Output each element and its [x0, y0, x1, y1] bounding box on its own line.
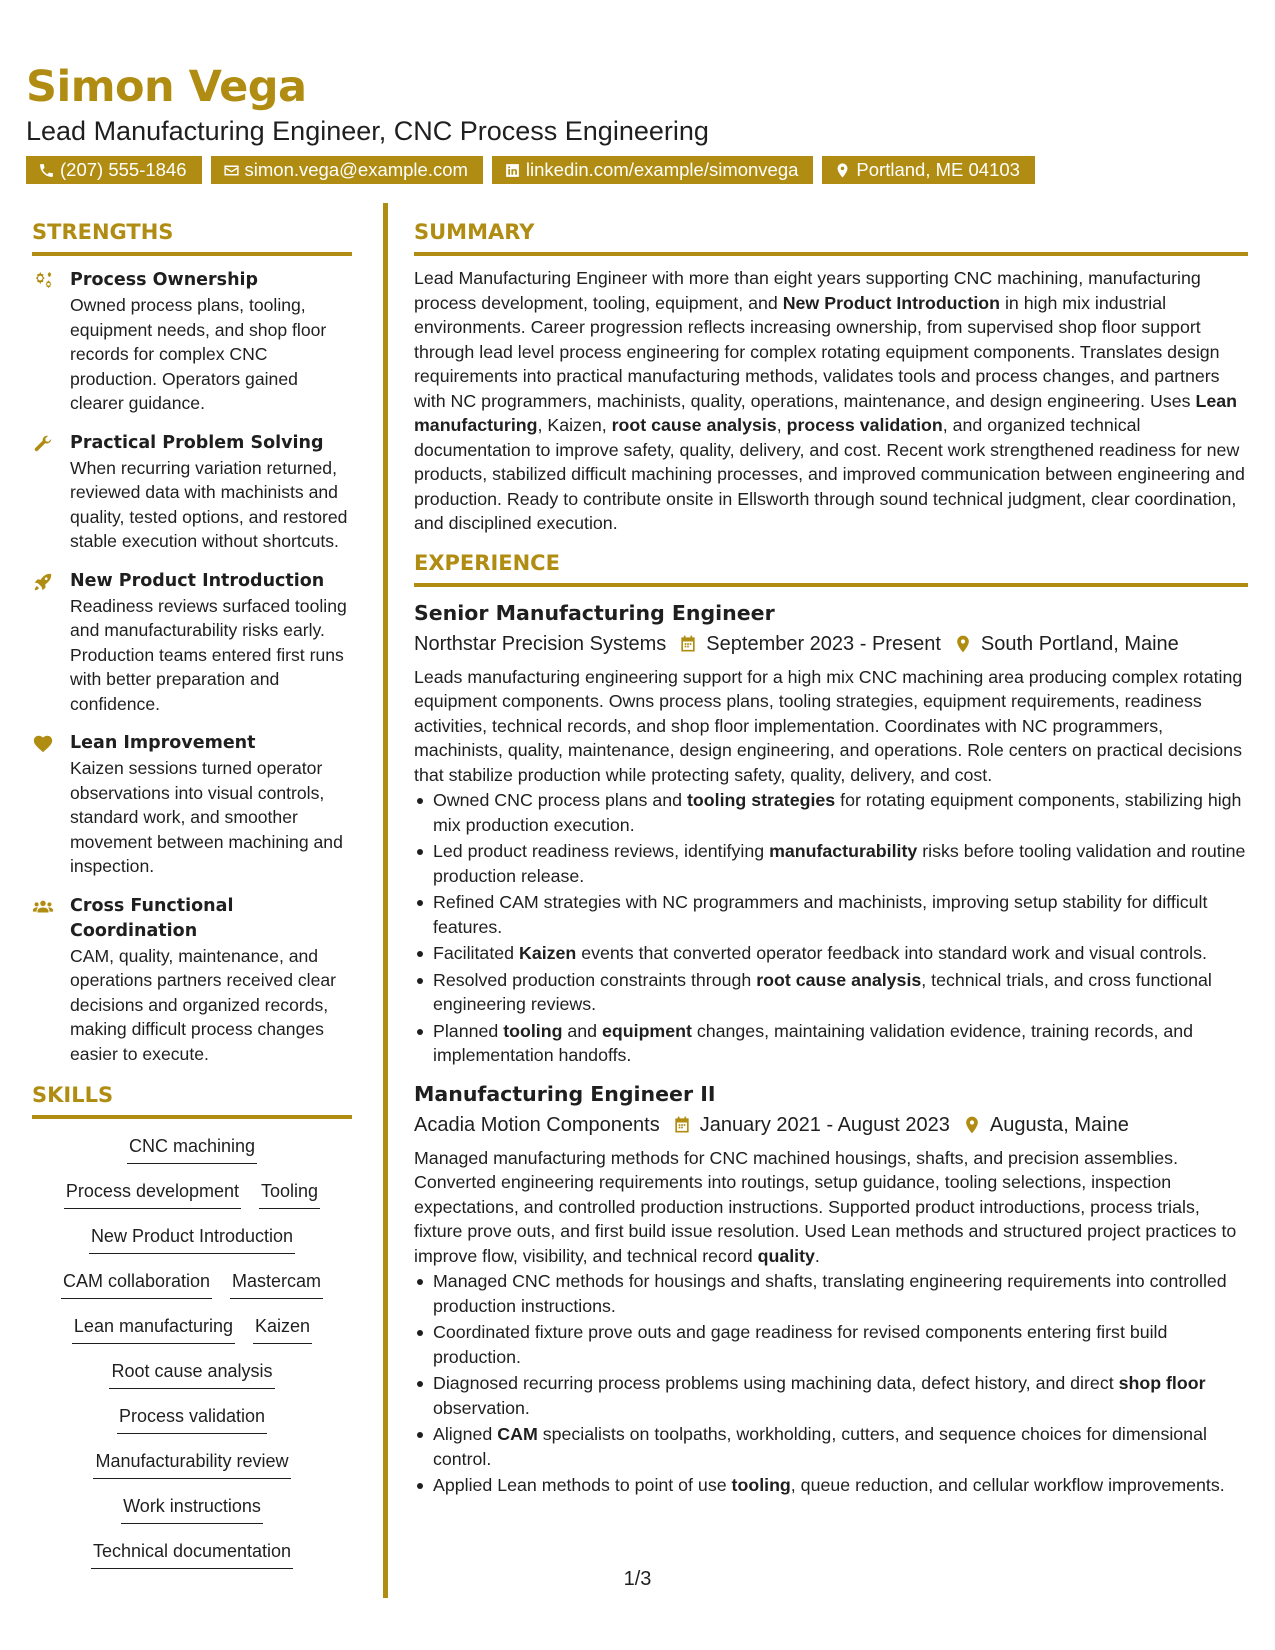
- text-segment: Resolved production constraints through: [433, 969, 757, 990]
- strength-item: [32, 268, 352, 416]
- users-icon: [32, 896, 54, 918]
- strength-description: Readiness reviews surfaced tooling and manufacturability risks early. Production teams entered first runs with better preparation and confidence.: [70, 595, 347, 714]
- bullet-item: [414, 1019, 1248, 1068]
- job-location: Augusta, Maine: [989, 1113, 1129, 1136]
- job-dates: September 2023 - Present: [706, 632, 941, 655]
- column-divider: [383, 203, 388, 1598]
- text-segment: Facilitated: [433, 943, 519, 963]
- bold-keyword: manufacturability: [769, 841, 918, 861]
- job-location: South Portland, Maine: [980, 632, 1179, 655]
- bold-keyword: Lean manufacturing: [414, 390, 1237, 435]
- calendar-icon: [678, 634, 698, 654]
- bullet-item: [414, 1320, 1248, 1369]
- job-company: Acadia Motion Components: [414, 1113, 660, 1136]
- phone-text: (207) 555-1846: [60, 159, 187, 180]
- text-segment: Led product readiness reviews, identifying: [433, 841, 770, 861]
- strength-icon-wrap: [32, 268, 70, 416]
- map-marker-icon: [962, 1115, 982, 1135]
- text-segment: , and organized technical documentation to improve safety, quality, delivery, and cost. Recent work strengthened readiness for new products, stabilized difficult machining processes, and improved communication between engineering and production. Ready to contribute onsite in Ellsworth through sound technical judgment, clear coordination, and disciplined execution.: [414, 415, 1245, 533]
- text-segment: Lead Manufacturing Engineer with more than eight years supporting CNC machining, manufacturing process development, tooling, equipment, and: [414, 268, 1201, 313]
- skills-heading: SKILLS: [32, 1081, 352, 1119]
- map-marker-icon: [953, 634, 973, 654]
- skill-row: [32, 1403, 352, 1448]
- contact-linkedin[interactable]: [492, 156, 814, 184]
- skill-row: [32, 1268, 352, 1313]
- strength-icon-wrap: [32, 569, 70, 717]
- contact-phone[interactable]: [26, 156, 202, 184]
- skill-tag: Process development: [64, 1178, 241, 1209]
- contact-email[interactable]: [211, 156, 483, 184]
- strength-body: [70, 268, 352, 416]
- strength-icon-wrap: [32, 894, 70, 1067]
- contact-bar: [26, 156, 1246, 184]
- contact-location[interactable]: [822, 156, 1035, 184]
- bold-keyword: equipment: [602, 1020, 692, 1041]
- left-column: [32, 218, 352, 1583]
- bullet-item: [414, 1371, 1248, 1420]
- strength-item: [32, 894, 352, 1067]
- text-segment: in high mix industrial environments. Career progression reflects increasing ownership, from supervised shop floor support through lead level process engineering for complex rotating equipment components. Translates design requirements into practical manufacturing methods, validates tools and process changes, and partners with NC programmers, machinists, quality, operations, maintenance, and design engineering. Uses: [414, 292, 1220, 411]
- bold-keyword: CAM: [497, 1424, 538, 1444]
- skill-row: [32, 1223, 352, 1268]
- job-title: Senior Manufacturing Engineer: [414, 600, 775, 625]
- experience-heading: EXPERIENCE: [414, 549, 1248, 587]
- bullet-item: [414, 839, 1248, 888]
- skill-tag: Work instructions: [121, 1493, 263, 1524]
- strength-body: [70, 431, 352, 554]
- skill-tag: CNC machining: [127, 1133, 257, 1164]
- text-segment: Managed manufacturing methods for CNC machined housings, shafts, and precision assemblies. Converted engineering requirements into routings, setup guidance, tooling selections, inspection expectations, and controlled production instructions. Supported product introductions, process trials, fixture prove outs, and first build issue resolution. Used Lean methods and structured project practices to improve flow, visibility, and technical record: [414, 1147, 1237, 1266]
- resume-header: [26, 62, 1246, 184]
- bullet-item: [414, 1269, 1248, 1318]
- strength-item: [32, 569, 352, 717]
- map-marker-icon: [834, 162, 851, 179]
- skill-tag: Root cause analysis: [109, 1358, 274, 1389]
- skill-tag: Tooling: [259, 1178, 320, 1209]
- strengths-list: [32, 268, 352, 1066]
- job-bullets: [414, 1269, 1248, 1498]
- bold-keyword: Kaizen: [518, 943, 577, 963]
- bullet-item: [414, 788, 1248, 837]
- right-column: [414, 218, 1248, 1500]
- text-segment: , Kaizen,: [537, 415, 612, 435]
- job-meta: [414, 1110, 1248, 1140]
- location-text: Portland, ME 04103: [856, 159, 1020, 180]
- text-segment: Coordinated fixture prove outs and gage readiness for revised components entering first build production.: [433, 1322, 1168, 1367]
- jobs-list: [414, 599, 1248, 1498]
- bold-keyword: tooling: [503, 1020, 563, 1041]
- job-entry: [414, 599, 1248, 1068]
- skill-tag: Technical documentation: [91, 1538, 293, 1569]
- text-segment: Applied Lean methods to point of use: [433, 1475, 732, 1495]
- skill-tag: Lean manufacturing: [72, 1313, 235, 1344]
- strength-body: [70, 731, 352, 879]
- bold-keyword: process validation: [786, 415, 943, 435]
- skill-row: [32, 1178, 352, 1223]
- skill-row: [32, 1493, 352, 1538]
- phone-icon: [38, 162, 55, 179]
- skill-tag: Manufacturability review: [93, 1448, 290, 1479]
- job-dates: January 2021 - August 2023: [699, 1113, 950, 1136]
- strengths-heading: STRENGTHS: [32, 218, 352, 256]
- bold-keyword: New Product Introduction: [782, 292, 1001, 313]
- strength-body: [70, 569, 352, 717]
- skills-section: [32, 1081, 352, 1583]
- strength-description: CAM, quality, maintenance, and operations partners received clear decisions and organized records, making difficult process changes easier to execute.: [70, 945, 337, 1064]
- bullet-item: [414, 1473, 1248, 1498]
- text-segment: risks before tooling validation and routine production release.: [433, 841, 1246, 886]
- text-segment: and: [562, 1020, 603, 1041]
- bold-keyword: quality: [757, 1245, 815, 1266]
- job-title: Manufacturing Engineer II: [414, 1081, 716, 1106]
- text-segment: Refined CAM strategies with NC programmers and machinists, improving setup stability for difficult features.: [433, 892, 1208, 937]
- text-segment: specialists on toolpaths, workholding, cutters, and sequence choices for dimensional control.: [433, 1424, 1207, 1469]
- experience-section: [414, 549, 1248, 1498]
- heart-icon: [32, 733, 54, 755]
- skill-tag: Process validation: [117, 1403, 267, 1434]
- strength-body: [70, 894, 352, 1067]
- job-description: [414, 665, 1248, 788]
- candidate-name: Simon Vega: [26, 62, 307, 112]
- gears-icon: [32, 270, 54, 292]
- strength-title: Practical Problem Solving: [70, 432, 324, 453]
- text-segment: .: [814, 1245, 820, 1266]
- text-segment: Aligned: [433, 1424, 498, 1444]
- skill-row: [32, 1133, 352, 1178]
- bullet-item: [414, 968, 1248, 1017]
- strength-title: Cross Functional Coordination: [70, 895, 234, 941]
- email-text: simon.vega@example.com: [244, 159, 468, 180]
- summary-text: [414, 266, 1248, 536]
- envelope-icon: [223, 162, 240, 179]
- bold-keyword: shop floor: [1118, 1373, 1206, 1393]
- summary-heading: SUMMARY: [414, 218, 1248, 256]
- skill-tag: New Product Introduction: [89, 1223, 295, 1254]
- linkedin-icon: [504, 162, 521, 179]
- strength-description: Kaizen sessions turned operator observations into visual controls, standard work, and smoother movement between machining and inspection.: [70, 758, 343, 876]
- bold-keyword: root cause analysis: [611, 415, 777, 435]
- strength-description: Owned process plans, tooling, equipment needs, and shop floor records for complex CNC production. Operators gained clearer guidance.: [70, 295, 327, 413]
- text-segment: , queue reduction, and cellular workflow improvements.: [790, 1475, 1225, 1495]
- strength-icon-wrap: [32, 731, 70, 879]
- text-segment: Leads manufacturing engineering support for a high mix CNC machining area producing complex rotating equipment components. Owns process plans, tooling strategies, equipment requirements, readiness activities, technical records, and shop floor implementation. Coordinates with NC programmers, machinists, quality, maintenance, design engineering, and operations. Role centers on practical decisions that stabilize production while protecting safety, quality, delivery, and cost.: [414, 666, 1243, 785]
- job-company: Northstar Precision Systems: [414, 632, 667, 655]
- text-segment: Diagnosed recurring process problems using machining data, defect history, and direct: [433, 1373, 1119, 1393]
- strength-item: [32, 731, 352, 879]
- strength-icon-wrap: [32, 431, 70, 554]
- job-entry: [414, 1080, 1248, 1498]
- page-number: 1/3: [623, 1568, 652, 1590]
- bold-keyword: tooling: [731, 1475, 791, 1495]
- text-segment: Managed CNC methods for housings and shafts, translating engineering requirements into controlled production instructions.: [433, 1271, 1227, 1316]
- skills-list: [32, 1133, 352, 1583]
- candidate-title: Lead Manufacturing Engineer, CNC Process Engineering: [26, 116, 709, 146]
- skill-row: [32, 1358, 352, 1403]
- skill-row: [32, 1313, 352, 1358]
- bullet-item: [414, 1422, 1248, 1471]
- skill-tag: Kaizen: [253, 1313, 312, 1344]
- job-meta: [414, 629, 1248, 659]
- text-segment: for rotating equipment components, stabilizing high mix production execution.: [433, 790, 1242, 835]
- skill-row: [32, 1448, 352, 1493]
- text-segment: events that converted operator feedback into standard work and visual controls.: [576, 943, 1207, 963]
- strength-description: When recurring variation returned, reviewed data with machinists and quality, tested options, and restored stable execution without shortcuts.: [70, 457, 348, 551]
- bold-keyword: root cause analysis: [756, 969, 922, 990]
- text-segment: observation.: [433, 1397, 530, 1418]
- wrench-icon: [32, 433, 54, 455]
- skill-tag: Mastercam: [230, 1268, 323, 1299]
- job-description: [414, 1146, 1248, 1269]
- strength-item: [32, 431, 352, 554]
- strength-title: Process Ownership: [70, 270, 259, 290]
- bullet-item: [414, 941, 1248, 966]
- skill-tag: CAM collaboration: [61, 1268, 212, 1299]
- text-segment: Owned CNC process plans and: [433, 790, 687, 810]
- job-bullets: [414, 788, 1248, 1068]
- strength-title: Lean Improvement: [70, 733, 256, 753]
- text-segment: ,: [776, 415, 787, 435]
- text-segment: , technical trials, and cross functional engineering reviews.: [433, 969, 1212, 1014]
- strength-title: New Product Introduction: [70, 570, 325, 591]
- text-segment: Planned: [433, 1020, 504, 1041]
- calendar-icon: [672, 1115, 692, 1135]
- bullet-item: [414, 890, 1248, 939]
- text-segment: changes, maintaining validation evidence, training records, and implementation handoffs.: [433, 1020, 1194, 1065]
- bold-keyword: tooling strategies: [687, 790, 836, 810]
- linkedin-text: linkedin.com/example/simonvega: [525, 159, 799, 180]
- rocket-icon: [32, 571, 54, 593]
